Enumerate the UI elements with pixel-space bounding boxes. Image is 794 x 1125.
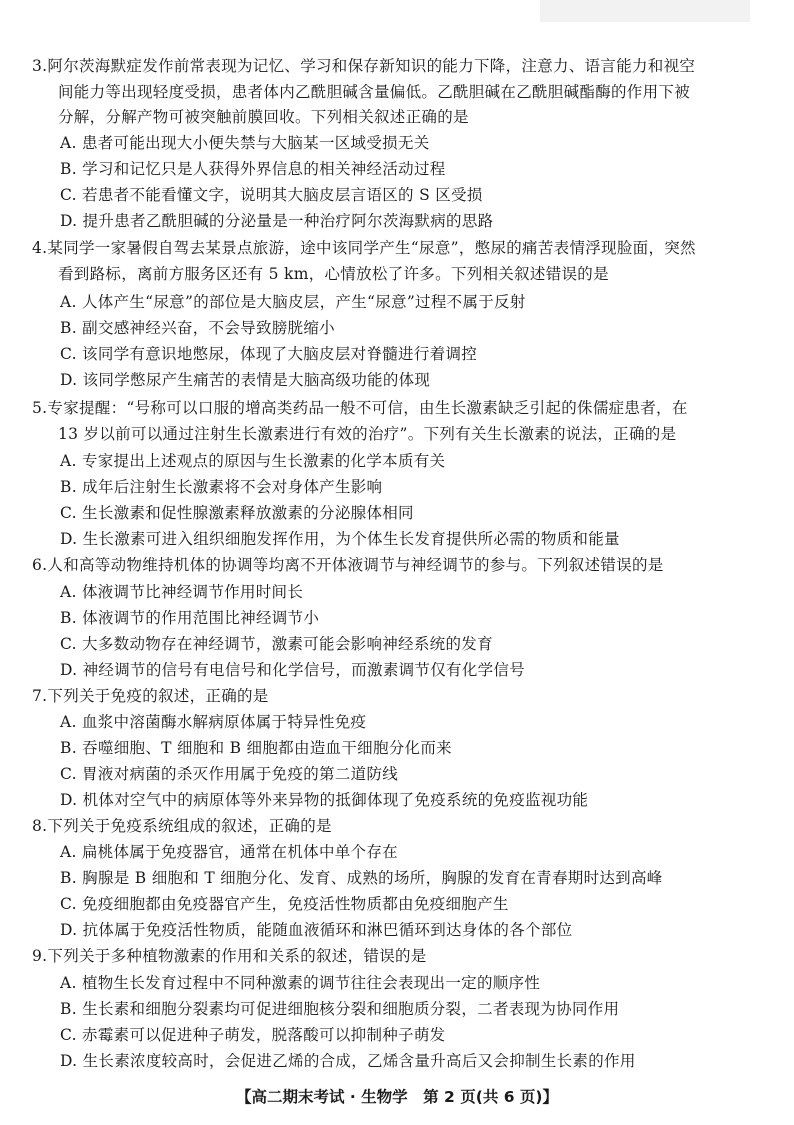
option-d: D. 机体对空气中的病原体等外来异物的抵御体现了免疫系统的免疫监视功能: [60, 791, 589, 809]
option-c: C. 赤霉素可以促进种子萌发，脱落酸可以抑制种子萌发: [60, 1026, 446, 1044]
option-b: B. 副交感神经兴奋，不会导致膀胱缩小: [60, 319, 335, 337]
option-a: A. 扁桃体属于免疫器官，通常在机体中单个存在: [60, 843, 398, 861]
option-b: B. 生长素和细胞分裂素均可促进细胞核分裂和细胞质分裂，二者表现为协同作用: [60, 1000, 620, 1018]
question-stem-line: 6.人和高等动物维持机体的协调等均离不开体液调节与神经调节的参与。下列叙述错误的是: [32, 556, 664, 574]
question-stem-line: 间能力等出现轻度受损，患者体内乙酰胆碱含量偏低。乙酰胆碱在乙酰胆碱酯酶的作用下被: [58, 83, 691, 101]
option-c: C. 生长激素和促性腺激素释放激素的分泌腺体相同: [60, 504, 414, 522]
option-c: C. 该同学有意识地憋尿，体现了大脑皮层对脊髓进行着调控: [60, 345, 478, 363]
option-a: A. 人体产生“尿意”的部位是大脑皮层，产生“尿意”过程不属于反射: [60, 293, 526, 311]
option-d: D. 抗体属于免疫活性物质，能随血液循环和淋巴循环到达身体的各个部位: [60, 921, 573, 939]
option-b: B. 胸腺是 B 细胞和 T 细胞分化、发育、成熟的场所，胸腺的发育在青春期时达到高峰: [60, 869, 663, 887]
question-stem-line: 3.阿尔茨海默症发作前常表现为记忆、学习和保存新知识的能力下降，注意力、语言能力和视空: [32, 57, 696, 75]
option-b: B. 学习和记忆只是人获得外界信息的相关神经活动过程: [60, 160, 446, 178]
question-stem-line: 9.下列关于多种植物激素的作用和关系的叙述，错误的是: [32, 947, 427, 965]
option-d: D. 提升患者乙酰胆碱的分泌量是一种治疗阿尔茨海默病的思路: [60, 212, 494, 230]
option-a: A. 患者可能出现大小便失禁与大脑某一区域受损无关: [60, 134, 430, 152]
question-stem-line: 分解，分解产物可被突触前膜回收。下列相关叙述正确的是: [58, 108, 469, 126]
question-stem-line: 5.专家提醒：“号称可以口服的增高类药品一般不可信，由生长激素缺乏引起的侏儒症患者，在: [32, 399, 688, 417]
question-stem-line: 4.某同学一家暑假自驾去某景点旅游，途中该同学产生“尿意”，憋尿的痛苦表情浮现脸面，突然: [32, 239, 696, 257]
option-a: A. 体液调节比神经调节作用时间长: [60, 583, 304, 601]
option-a: A. 专家提出上述观点的原因与生长激素的化学本质有关: [60, 452, 446, 470]
question-stem-line: 8.下列关于免疫系统组成的叙述，正确的是: [32, 817, 332, 835]
option-c: C. 胃液对病菌的杀灭作用属于免疫的第二道防线: [60, 765, 399, 783]
option-d: D. 生长激素可进入组织细胞发挥作用，为个体生长发育提供所必需的物质和能量: [60, 530, 620, 548]
option-d: D. 神经调节的信号有电信号和化学信号，而激素调节仅有化学信号: [60, 661, 526, 679]
option-c: C. 若患者不能看懂文字，说明其大脑皮层言语区的 S 区受损: [60, 186, 483, 204]
bleed-through-mark: [540, 0, 750, 22]
option-a: A. 植物生长发育过程中不同种激素的调节往往会表现出一定的顺序性: [60, 974, 541, 992]
option-c: C. 大多数动物存在神经调节，激素可能会影响神经系统的发育: [60, 635, 493, 653]
option-b: B. 吞噬细胞、T 细胞和 B 细胞都由造血干细胞分化而来: [60, 739, 452, 757]
option-d: D. 该同学憋尿产生痛苦的表情是大脑高级功能的体现: [60, 371, 431, 389]
page-footer: 【高二期末考试 · 生物学 第 2 页(共 6 页)】: [235, 1088, 558, 1106]
option-d: D. 生长素浓度较高时，会促进乙烯的合成，乙烯含量升高后又会抑制生长素的作用: [60, 1052, 636, 1070]
question-stem-line: 7.下列关于免疫的叙述，正确的是: [32, 687, 269, 705]
question-stem-line: 看到路标，离前方服务区还有 5 km，心情放松了许多。下列相关叙述错误的是: [58, 265, 609, 283]
option-c: C. 免疫细胞都由免疫器官产生，免疫活性物质都由免疫细胞产生: [60, 895, 509, 913]
option-a: A. 血浆中溶菌酶水解病原体属于特异性免疫: [60, 713, 367, 731]
option-b: B. 体液调节的作用范围比神经调节小: [60, 609, 320, 627]
option-b: B. 成年后注射生长激素将不会对身体产生影响: [60, 478, 383, 496]
question-stem-line: 13 岁以前可以通过注射生长激素进行有效的治疗”。下列有关生长激素的说法，正确的是: [58, 425, 677, 443]
